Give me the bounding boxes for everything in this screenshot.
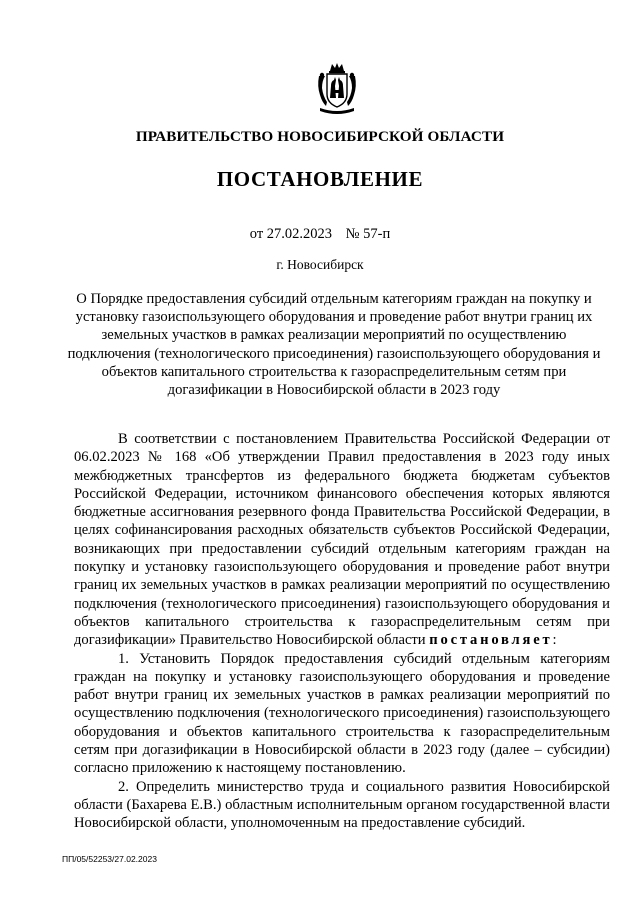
coat-of-arms-icon [314,62,360,116]
preamble-text: В соответствии с постановлением Правительства Российской Федерации от 06.02.2023 № 168 «Об утверждении Правил предоставления в 2023 году иных межбюджетных трансфертов из федерального бюджета бюджетам субъектов Российской Федерации, источником финансового обеспечения которых являются бюджетные ассигнования резервного фонда Правительства Российской Федерации, в целях софинансирования расходных обязательств субъектов Российской Федерации, возникающих при предоставлении субсидий отдельным категориям граждан на покупку и установку газоиспользующего оборудования и проведение работ внутри границ их земельных участков в рамках реализации мероприятий по осуществлению подключения (технологического присоединения) газоиспользующего оборудования и объектов капитального строительства к газораспределительным сетям при догазификации» Правительство Новосибирской области [74,431,610,649]
item-1-paragraph: 1. Установить Порядок предоставления субсидий отдельным категориям граждан на покупку и установку газоиспользующего оборудования и проведение работ внутри границ их земельных участков в рамках реализации мероприятий по осуществлению подключения (технологического присоединения) газоиспользующего оборудования и объектов капитального строительства к газораспределительным сетям при догазификации в Новосибирской области в 2023 году (далее – субсидии) согласно приложению к настоящему постановлению. [74,650,610,777]
resolves-word: постановляет [429,632,553,649]
document-date: 27.02.2023 [266,226,333,242]
item-2-paragraph: 2. Определить министерство труда и социального развития Новосибирской области (Бахарева Е.В.) областным исполнительным органом государственной власти Новосибирской области, уполномоченным на предоставление субсидий. [74,778,610,832]
document-date-line [0,226,640,243]
document-number: № 57-п [345,226,391,242]
footer-code: ПП/05/52253/27.02.2023 [62,854,157,864]
document-body [74,430,610,833]
organization-title: ПРАВИТЕЛЬСТВО НОВОСИБИРСКОЙ ОБЛАСТИ [135,128,505,145]
preamble-paragraph [74,430,610,650]
date-prefix: от [249,226,264,242]
resolves-punct: : [552,632,557,649]
document-type-title: ПОСТАНОВЛЕНИЕ [216,167,424,191]
document-subject: О Порядке предоставления субсидий отдельным категориям граждан на покупку и установку газоиспользующего оборудования и проведение работ внутри границ их земельных участков в рамках реализации мероприятий по осуществлению подключения (технологического присоединения) газоиспользующего оборудования и объектов капитального строительства к газораспределительным сетям при догазификации в Новосибирской области в 2023 году [67,291,601,399]
document-city: г. Новосибирск [276,257,364,272]
